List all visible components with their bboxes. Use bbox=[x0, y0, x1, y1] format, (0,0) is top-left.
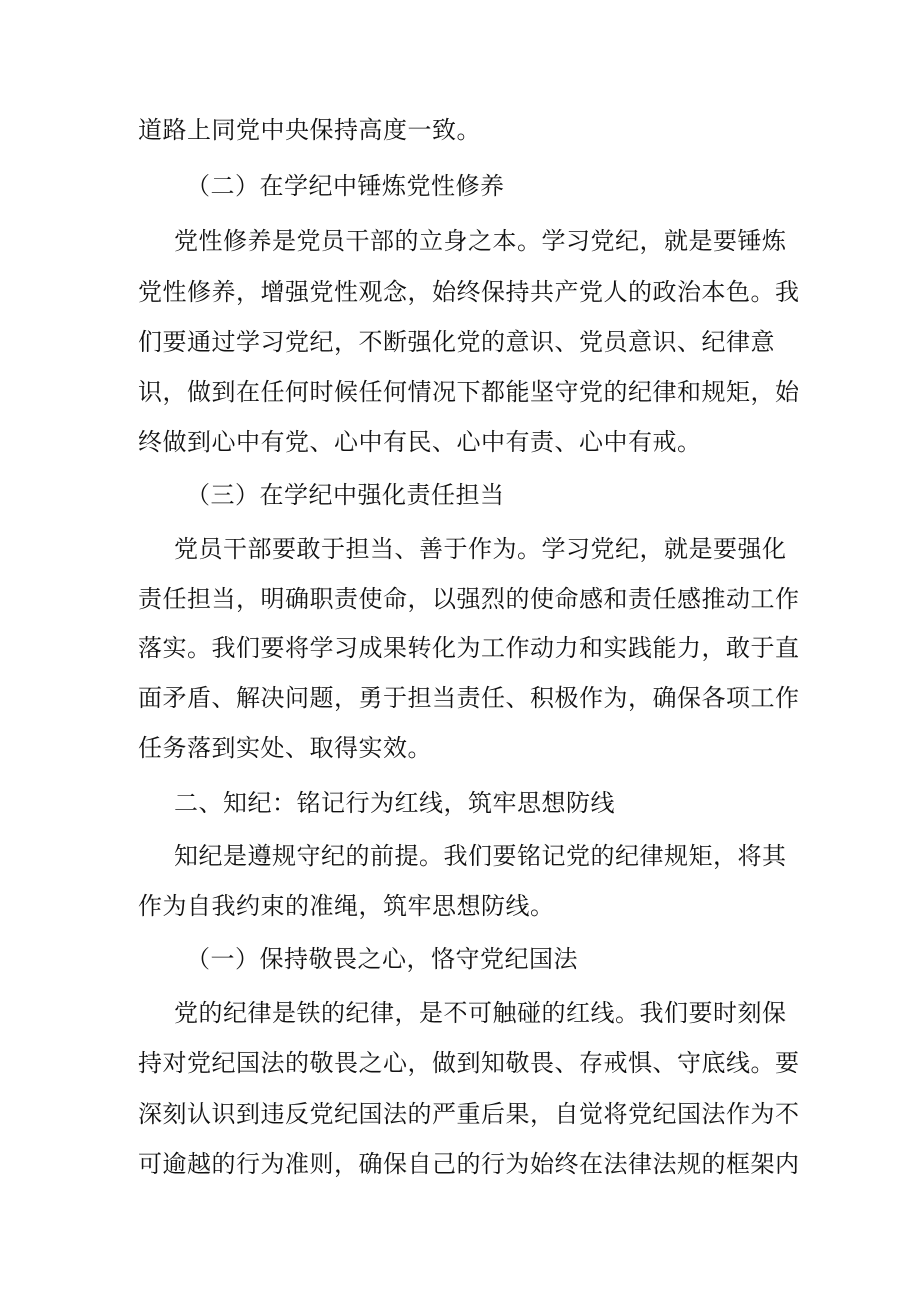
paragraph-line: 们要通过学习党纪，不断强化党的意识、党员意识、纪律意 bbox=[138, 328, 775, 356]
paragraph-line: 任务落到实处、取得实效。 bbox=[138, 734, 432, 762]
paragraph-line: 知纪是遵规守纪的前提。我们要铭记党的纪律规矩，将其 bbox=[174, 842, 787, 870]
paragraph-line: 党性修养是党员干部的立身之本。学习党纪，就是要锤炼 bbox=[174, 227, 787, 255]
paragraph-line: 党员干部要敢于担当、善于作为。学习党纪，就是要强化 bbox=[174, 535, 787, 563]
paragraph-line: 党性修养，增强党性观念，始终保持共产党人的政治本色。我 bbox=[138, 278, 800, 306]
paragraph-line: 责任担当，明确职责使命，以强烈的使命感和责任感推动工作 bbox=[138, 585, 800, 613]
paragraph-line: 落实。我们要将学习成果转化为工作动力和实践能力，敢于直 bbox=[138, 634, 800, 662]
text-line: 道路上同党中央保持高度一致。 bbox=[138, 116, 481, 144]
section-heading: （一）保持敬畏之心，恪守党纪国法 bbox=[186, 945, 578, 973]
paragraph-line: 党的纪律是铁的纪律，是不可触碰的红线。我们要时刻保 bbox=[174, 999, 787, 1027]
section-heading: （二）在学纪中锤炼党性修养 bbox=[186, 172, 505, 200]
paragraph-line: 可逾越的行为准则，确保自己的行为始终在法律法规的框架内 bbox=[138, 1150, 800, 1178]
paragraph-line: 面矛盾、解决问题，勇于担当责任、积极作为，确保各项工作 bbox=[138, 684, 800, 712]
chapter-heading: 二、知纪：铭记行为红线，筑牢思想防线 bbox=[174, 789, 615, 817]
section-heading: （三）在学纪中强化责任担当 bbox=[186, 481, 505, 509]
paragraph-line: 识，做到在任何时候任何情况下都能坚守党的纪律和规矩，始 bbox=[138, 378, 800, 406]
paragraph-line: 持对党纪国法的敬畏之心，做到知敬畏、存戒惧、守底线。要 bbox=[138, 1049, 800, 1077]
paragraph-line: 作为自我约束的准绳，筑牢思想防线。 bbox=[138, 892, 555, 920]
paragraph-line: 深刻认识到违反党纪国法的严重后果，自觉将党纪国法作为不 bbox=[138, 1100, 800, 1128]
paragraph-line: 终做到心中有党、心中有民、心中有责、心中有戒。 bbox=[138, 428, 702, 456]
